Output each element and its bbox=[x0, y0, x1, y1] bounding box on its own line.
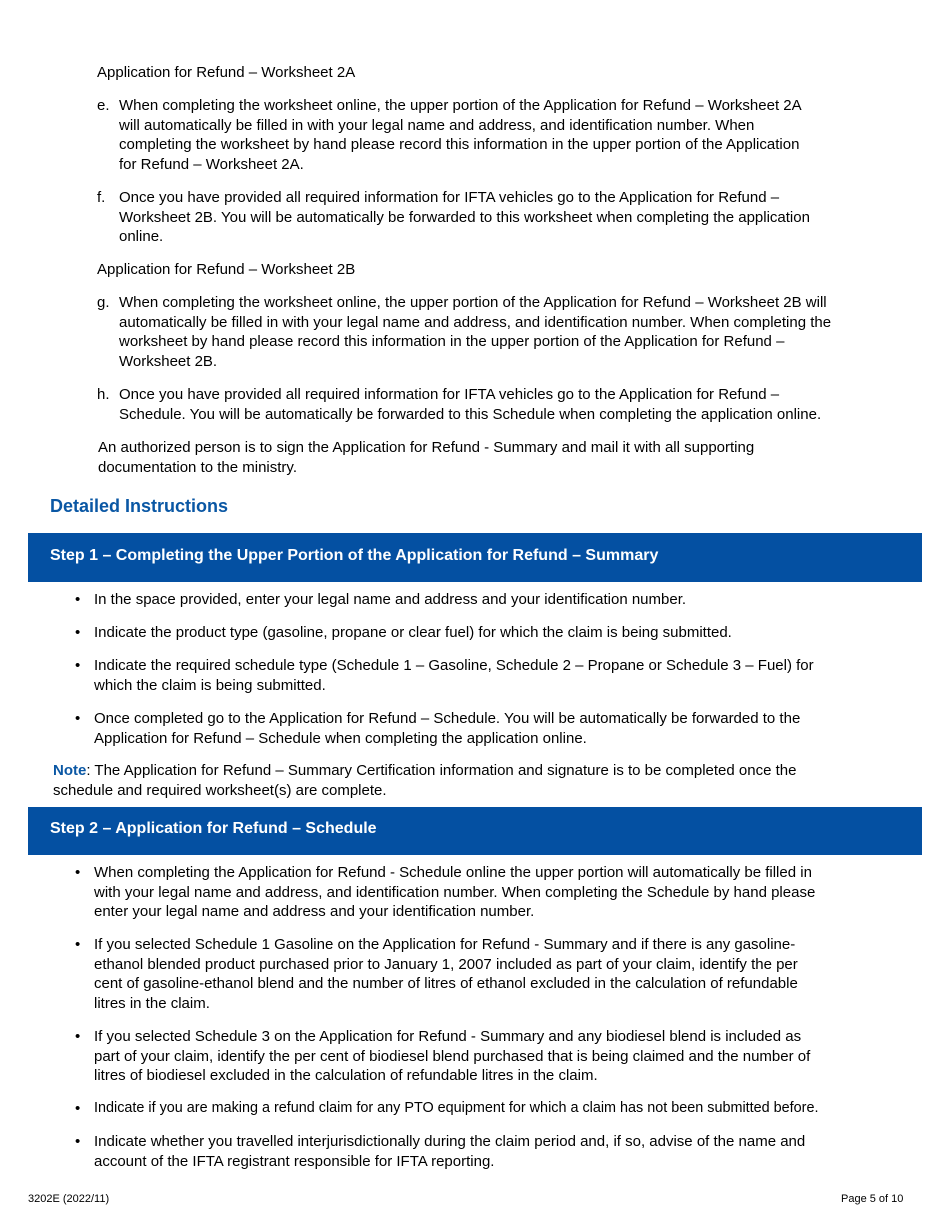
list-item-g bbox=[97, 293, 897, 371]
bullet-dot: • bbox=[75, 710, 81, 727]
list-item-f bbox=[97, 188, 897, 247]
note-label: Note bbox=[53, 762, 87, 779]
form-code: 3202E (2022/11) bbox=[28, 1193, 110, 1205]
step1-bullet: • Once completed go to the Application for Refund – Schedule. You will be automatically be forwarded to the Application for Refund – Schedule when completing the application online. bbox=[75, 710, 801, 747]
bullet-dot: • bbox=[75, 1100, 81, 1117]
step1-bullet: • Indicate the required schedule type (Schedule 1 – Gasoline, Schedule 2 – Propane or Schedule 3 – Fuel) for which the claim is being submitted. bbox=[75, 657, 814, 694]
step1-note: Note: The Application for Refund – Summary Certification information and signature is to be completed once the schedule and required worksheet(s) are complete. bbox=[53, 762, 797, 799]
step2-bullet: • Indicate whether you travelled interjurisdictionally during the claim period and, if so, advise of the name and account of the IFTA registrant responsible for IFTA reporting. bbox=[75, 1133, 806, 1170]
step2-bullet: • Indicate if you are making a refund claim for any PTO equipment for which a claim has not been submitted before. bbox=[75, 1100, 819, 1117]
worksheet-2a-heading: Application for Refund – Worksheet 2A bbox=[97, 64, 356, 81]
step1-title: Step 1 – Completing the Upper Portion of the Application for Refund – Summary bbox=[50, 547, 659, 564]
step2-bullet: • When completing the Application for Refund - Schedule online the upper portion will automatically be filled in with your legal name and address, and identification number. When completing the Schedule by hand please enter your legal name and address and your identification number. bbox=[75, 864, 816, 920]
bullet-dot: • bbox=[75, 591, 81, 608]
item-letter: g. bbox=[97, 294, 110, 311]
page-number: Page 5 of 10 bbox=[841, 1193, 904, 1205]
item-text: When completing the worksheet online, the upper portion of the Application for Refund – Worksheet 2A will automatically be filled in with your legal name and address, and identification number. When completing the worksheet by hand please record this information in the upper portion of the Application for Refund – Worksheet 2A. bbox=[119, 97, 802, 173]
step2-bullet: • If you selected Schedule 3 on the Application for Refund - Summary and any biodiesel blend is included as part of your claim, identify the per cent of biodiesel blend purchased that is being claimed and the number of litres of biodiesel excluded in the calculation of refundable litres in the claim. bbox=[75, 1028, 811, 1084]
bullet-dot: • bbox=[75, 864, 81, 881]
step1-bullet: • In the space provided, enter your legal name and address and your identification number. bbox=[75, 591, 687, 608]
item-letter: e. bbox=[97, 97, 110, 114]
item-text: Once you have provided all required information for IFTA vehicles go to the Application for Refund – Schedule. You will be automatically be forwarded to this Schedule when completing the application online. bbox=[119, 386, 822, 423]
item-letter: f. bbox=[97, 189, 106, 206]
worksheet-2b-heading: Application for Refund – Worksheet 2B bbox=[97, 261, 356, 278]
list-item-h bbox=[97, 385, 897, 424]
step2-bullet: • If you selected Schedule 1 Gasoline on the Application for Refund - Summary and if there is any gasoline- ethanol blended product purchased prior to January 1, 2007 included as part of your claim, identify the per cent of gasoline-ethanol blend and the number of litres of ethanol excluded in the calculation of refundable litres in the claim. bbox=[75, 936, 798, 1012]
bullet-dot: • bbox=[75, 657, 81, 674]
step1-bullet: • Indicate the product type (gasoline, propane or clear fuel) for which the claim is being submitted. bbox=[75, 624, 732, 641]
step1-header-band bbox=[28, 533, 922, 582]
item-text: Once you have provided all required information for IFTA vehicles go to the Application for Refund – Worksheet 2B. You will be automatically be forwarded to this worksheet when completing the application online. bbox=[119, 189, 810, 245]
signing-paragraph: An authorized person is to sign the Application for Refund - Summary and mail it with all supporting documentation to the ministry. bbox=[98, 439, 755, 476]
step2-header-band bbox=[28, 807, 922, 855]
step2-title: Step 2 – Application for Refund – Schedule bbox=[50, 820, 377, 837]
bullet-dot: • bbox=[75, 936, 81, 953]
bullet-dot: • bbox=[75, 1133, 81, 1150]
bullet-dot: • bbox=[75, 624, 81, 641]
detailed-instructions-title: Detailed Instructions bbox=[50, 496, 229, 516]
item-letter: h. bbox=[97, 386, 110, 403]
item-text: When completing the worksheet online, the upper portion of the Application for Refund – Worksheet 2B will automatically be filled in with your legal name and address, and identification number. When completing the worksheet by hand please record this information in the upper portion of the Application for Refund – Worksheet 2B. bbox=[119, 294, 832, 370]
list-item-e bbox=[97, 96, 897, 174]
bullet-dot: • bbox=[75, 1028, 81, 1045]
